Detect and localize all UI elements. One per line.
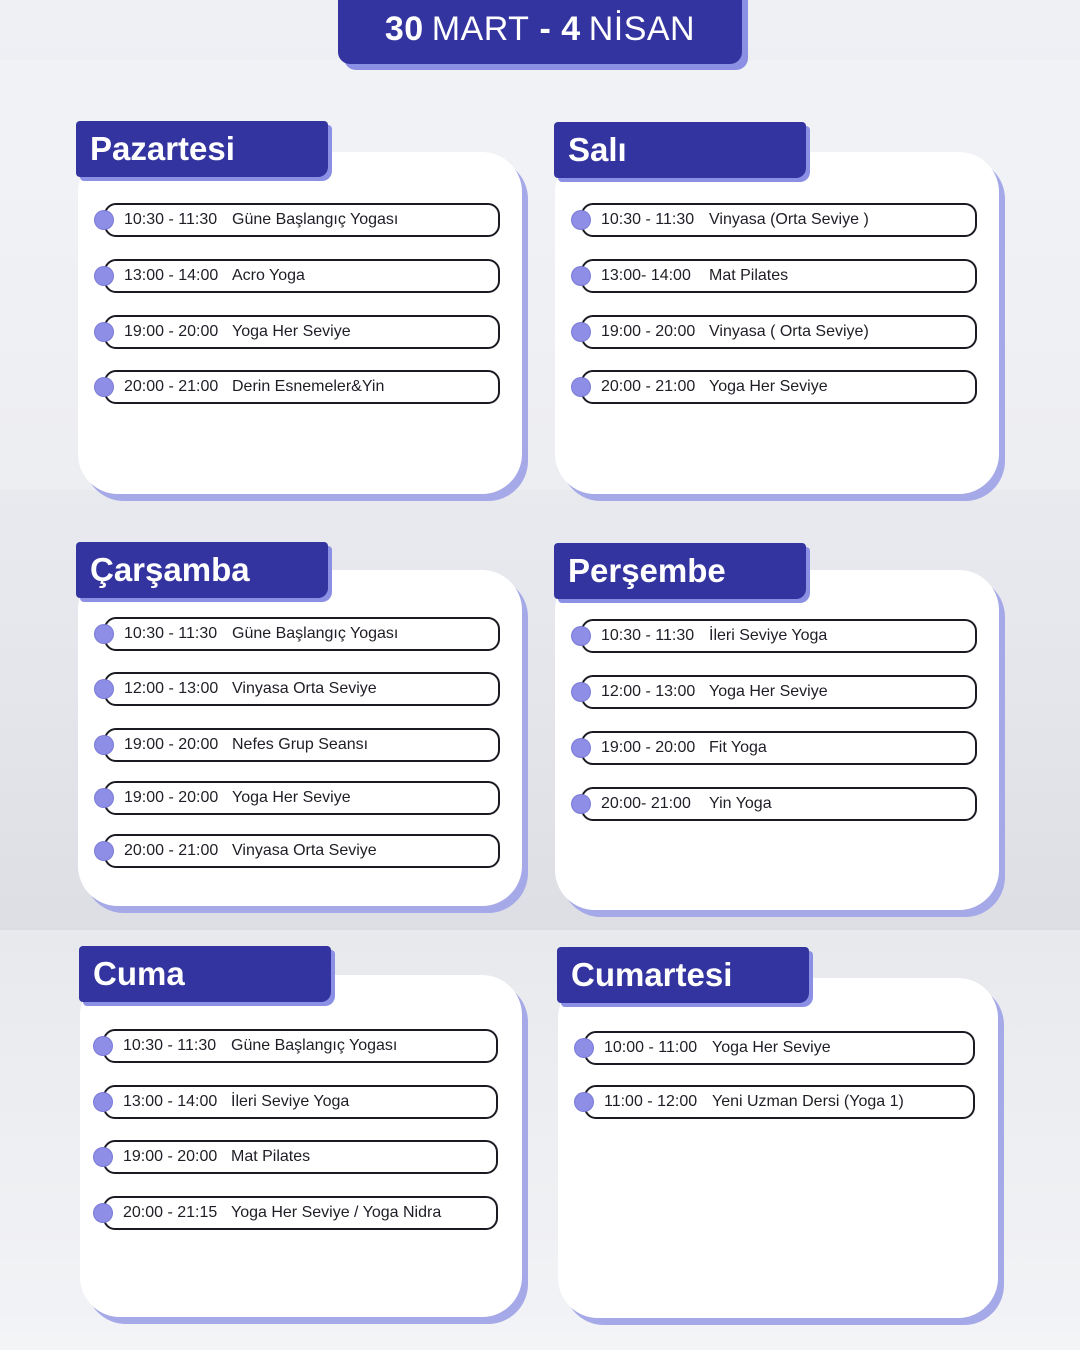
class-row bbox=[581, 787, 977, 821]
class-title: Derin Esnemeler&Yin bbox=[232, 378, 385, 395]
class-time: 20:00 - 21:00 bbox=[601, 378, 696, 395]
class-title: Yeni Uzman Dersi (Yoga 1) bbox=[712, 1093, 904, 1110]
class-row bbox=[104, 203, 500, 237]
bullet-dot bbox=[94, 1093, 112, 1111]
class-row bbox=[104, 728, 500, 762]
bullet-dot bbox=[94, 1148, 112, 1166]
bullet-dot bbox=[572, 683, 590, 701]
day-title-cuma: Cuma bbox=[79, 946, 331, 1002]
bullet-dot bbox=[95, 680, 113, 698]
class-row bbox=[584, 1031, 975, 1065]
class-time: 20:00 - 21:00 bbox=[124, 842, 219, 859]
bullet-dot bbox=[95, 378, 113, 396]
class-title: Acro Yoga bbox=[232, 267, 305, 284]
day-title-carsamba: Çarşamba bbox=[76, 542, 328, 598]
class-time: 13:00 - 14:00 bbox=[123, 1093, 218, 1110]
class-row bbox=[104, 672, 500, 706]
bullet-dot bbox=[572, 267, 590, 285]
class-time: 19:00 - 20:00 bbox=[124, 789, 219, 806]
class-row bbox=[103, 1085, 498, 1119]
class-title: Yoga Her Seviye / Yoga Nidra bbox=[231, 1204, 442, 1221]
date-end-month: NİSAN bbox=[588, 9, 696, 48]
class-title: Vinyasa Orta Seviye bbox=[232, 680, 377, 697]
bullet-dot bbox=[95, 736, 113, 754]
day-title-sali: Salı bbox=[554, 122, 806, 178]
bullet-dot bbox=[572, 739, 590, 757]
class-time: 19:00 - 20:00 bbox=[124, 323, 219, 340]
class-time: 12:00 - 13:00 bbox=[601, 683, 696, 700]
bullet-dot bbox=[94, 1204, 112, 1222]
class-time: 10:00 - 11:00 bbox=[604, 1039, 698, 1056]
class-title: Mat Pilates bbox=[709, 267, 789, 284]
date-end-day: 4 bbox=[561, 9, 581, 48]
class-time: 10:30 - 11:30 bbox=[123, 1037, 217, 1054]
class-title: Vinyasa Orta Seviye bbox=[232, 842, 377, 859]
class-row bbox=[103, 1140, 498, 1174]
bullet-dot bbox=[572, 378, 590, 396]
class-time: 19:00 - 20:00 bbox=[123, 1148, 218, 1165]
class-title: Yoga Her Seviye bbox=[709, 378, 828, 395]
class-row bbox=[581, 203, 977, 237]
day-title-persembe: Perşembe bbox=[554, 543, 806, 599]
class-time: 19:00 - 20:00 bbox=[601, 323, 696, 340]
class-row bbox=[104, 315, 500, 349]
class-title: Mat Pilates bbox=[231, 1148, 311, 1165]
bullet-dot bbox=[572, 211, 590, 229]
class-time: 10:30 - 11:30 bbox=[601, 211, 695, 228]
bullet-dot bbox=[572, 323, 590, 341]
class-row bbox=[104, 370, 500, 404]
class-time: 19:00 - 20:00 bbox=[601, 739, 696, 756]
class-row bbox=[104, 834, 500, 868]
class-time: 10:30 - 11:30 bbox=[124, 211, 218, 228]
class-title: Fit Yoga bbox=[709, 739, 767, 756]
bullet-dot bbox=[95, 211, 113, 229]
date-start-day: 30 bbox=[384, 9, 424, 48]
class-title: Güne Başlangıç Yogası bbox=[232, 211, 399, 228]
class-time: 20:00- 21:00 bbox=[601, 795, 691, 812]
bullet-dot bbox=[95, 625, 113, 643]
class-title: Nefes Grup Seansı bbox=[232, 736, 369, 753]
class-time: 13:00 - 14:00 bbox=[124, 267, 219, 284]
class-title: Vinyasa (Orta Seviye ) bbox=[709, 211, 869, 228]
class-title: Yoga Her Seviye bbox=[712, 1039, 831, 1056]
class-title: İleri Seviye Yoga bbox=[231, 1093, 350, 1110]
bullet-dot bbox=[575, 1093, 593, 1111]
class-title: Yoga Her Seviye bbox=[232, 789, 351, 806]
class-title: Güne Başlangıç Yogası bbox=[232, 625, 399, 642]
bullet-dot bbox=[95, 267, 113, 285]
bullet-dot bbox=[95, 323, 113, 341]
class-time: 20:00 - 21:15 bbox=[123, 1204, 218, 1221]
class-row bbox=[104, 781, 500, 815]
date-range-banner bbox=[338, 0, 742, 64]
class-title: İleri Seviye Yoga bbox=[709, 627, 828, 644]
class-title: Yin Yoga bbox=[709, 795, 772, 812]
class-row bbox=[581, 619, 977, 653]
day-title-pazartesi: Pazartesi bbox=[76, 121, 328, 177]
day-card-cumartesi bbox=[558, 978, 998, 1318]
class-time: 19:00 - 20:00 bbox=[124, 736, 219, 753]
date-start-month: MART bbox=[431, 9, 530, 48]
bullet-dot bbox=[572, 627, 590, 645]
class-row bbox=[581, 315, 977, 349]
date-separator: - bbox=[539, 9, 552, 48]
class-title: Yoga Her Seviye bbox=[709, 683, 828, 700]
day-title-cumartesi: Cumartesi bbox=[557, 947, 809, 1003]
class-row bbox=[103, 1029, 498, 1063]
class-title: Yoga Her Seviye bbox=[232, 323, 351, 340]
class-row bbox=[581, 675, 977, 709]
bullet-dot bbox=[572, 795, 590, 813]
bullet-dot bbox=[94, 1037, 112, 1055]
class-row bbox=[581, 731, 977, 765]
class-row bbox=[103, 1196, 498, 1230]
class-time: 10:30 - 11:30 bbox=[124, 625, 218, 642]
class-row bbox=[581, 259, 977, 293]
bullet-dot bbox=[95, 789, 113, 807]
class-title: Güne Başlangıç Yogası bbox=[231, 1037, 398, 1054]
bullet-dot bbox=[575, 1039, 593, 1057]
class-title: Vinyasa ( Orta Seviye) bbox=[709, 323, 869, 340]
class-time: 11:00 - 12:00 bbox=[604, 1093, 698, 1110]
class-row bbox=[104, 617, 500, 651]
class-time: 13:00- 14:00 bbox=[601, 267, 691, 284]
class-row bbox=[104, 259, 500, 293]
class-time: 10:30 - 11:30 bbox=[601, 627, 695, 644]
bullet-dot bbox=[95, 842, 113, 860]
class-row bbox=[581, 370, 977, 404]
class-time: 20:00 - 21:00 bbox=[124, 378, 219, 395]
class-row bbox=[584, 1085, 975, 1119]
class-time: 12:00 - 13:00 bbox=[124, 680, 219, 697]
